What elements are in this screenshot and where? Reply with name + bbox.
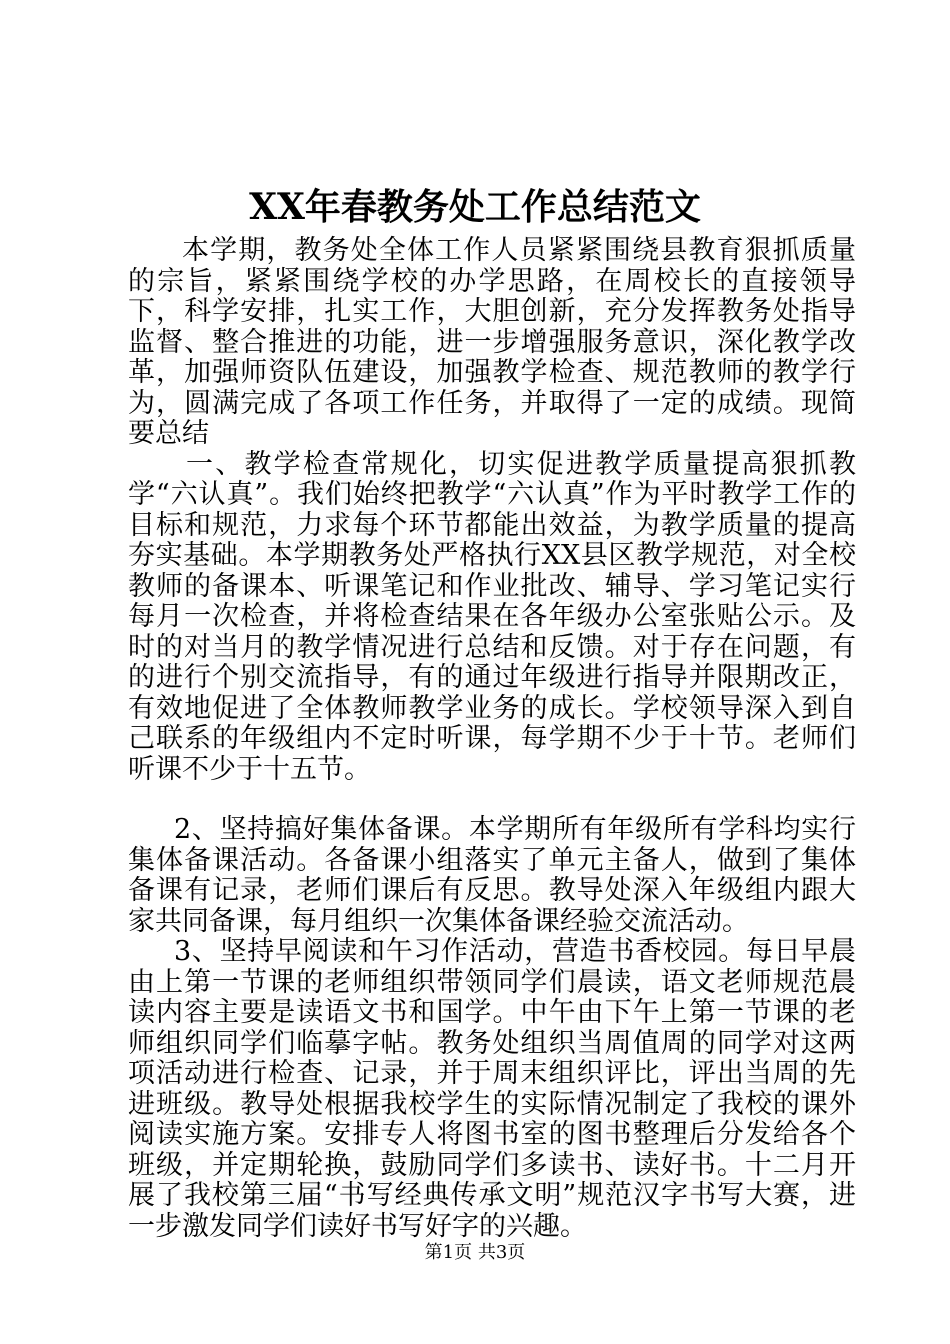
paragraph-section-3: 3、坚持早阅读和午习作活动，营造书香校园。每日早晨由上第一节课的老师组织带领同学们晨读，语文老师规范晨读内容主要是读语文书和国学。中午由下午上第一节课的老师组织同学们临摹字帖。教务处组织当周值周的同学对这两项活动进行检查、记录，并于周末组织评比，评出当周的先进班级。教导处根据我校学生的实际情况制定了我校的课外阅读实施方案。安排专人将图书室的图书整理后分发给各个班级，并定期轮换，鼓励同学们多读书、读好书。十二月开展了我校第三届“书写经典传承文明”规范汉字书写大赛，进一步激发同学们读好书写好字的兴趣。 [128,936,856,1242]
paragraph-spacer [128,785,856,815]
paragraph-section-1: 一、教学检查常规化，切实促进教学质量提高狠抓教学“六认真”。我们始终把教学“六认真”作为平时教学工作的目标和规范，力求每个环节都能出效益，为教学质量的提高夯实基础。本学期教务处严格执行XX县区教学规范，对全校教师的备课本、听课笔记和作业批改、辅导、学习笔记实行每月一次检查，并将检查结果在各年级办公室张贴公示。及时的对当月的教学情况进行总结和反馈。对于存在问题，有的进行个别交流指导，有的通过年级进行指导并限期改正，有效地促进了全体教师教学业务的成长。学校领导深入到自己联系的年级组内不定时听课，每学期不少于十节。老师们听课不少于十五节。 [128,448,856,785]
document-title: XX年春教务处工作总结范文 [249,186,701,228]
document-body [128,236,856,1242]
page-number-footer: 第1页 共3页 [424,1242,526,1263]
paragraph-section-2: 2、坚持搞好集体备课。本学期所有年级所有学科均实行集体备课活动。各备课小组落实了单元主备人，做到了集体备课有记录，老师们课后有反思。教导处深入年级组内跟大家共同备课，每月组织一次集体备课经验交流活动。 [128,814,856,937]
paragraph-intro: 本学期，教务处全体工作人员紧紧围绕县教育狠抓质量的宗旨，紧紧围绕学校的办学思路，在周校长的直接领导下，科学安排，扎实工作，大胆创新，充分发挥教务处指导监督、整合推进的功能，进一步增强服务意识，深化教学改革，加强师资队伍建设，加强教学检查、规范教师的教学行为，圆满完成了各项工作任务，并取得了一定的成绩。现简要总结 [128,235,856,449]
